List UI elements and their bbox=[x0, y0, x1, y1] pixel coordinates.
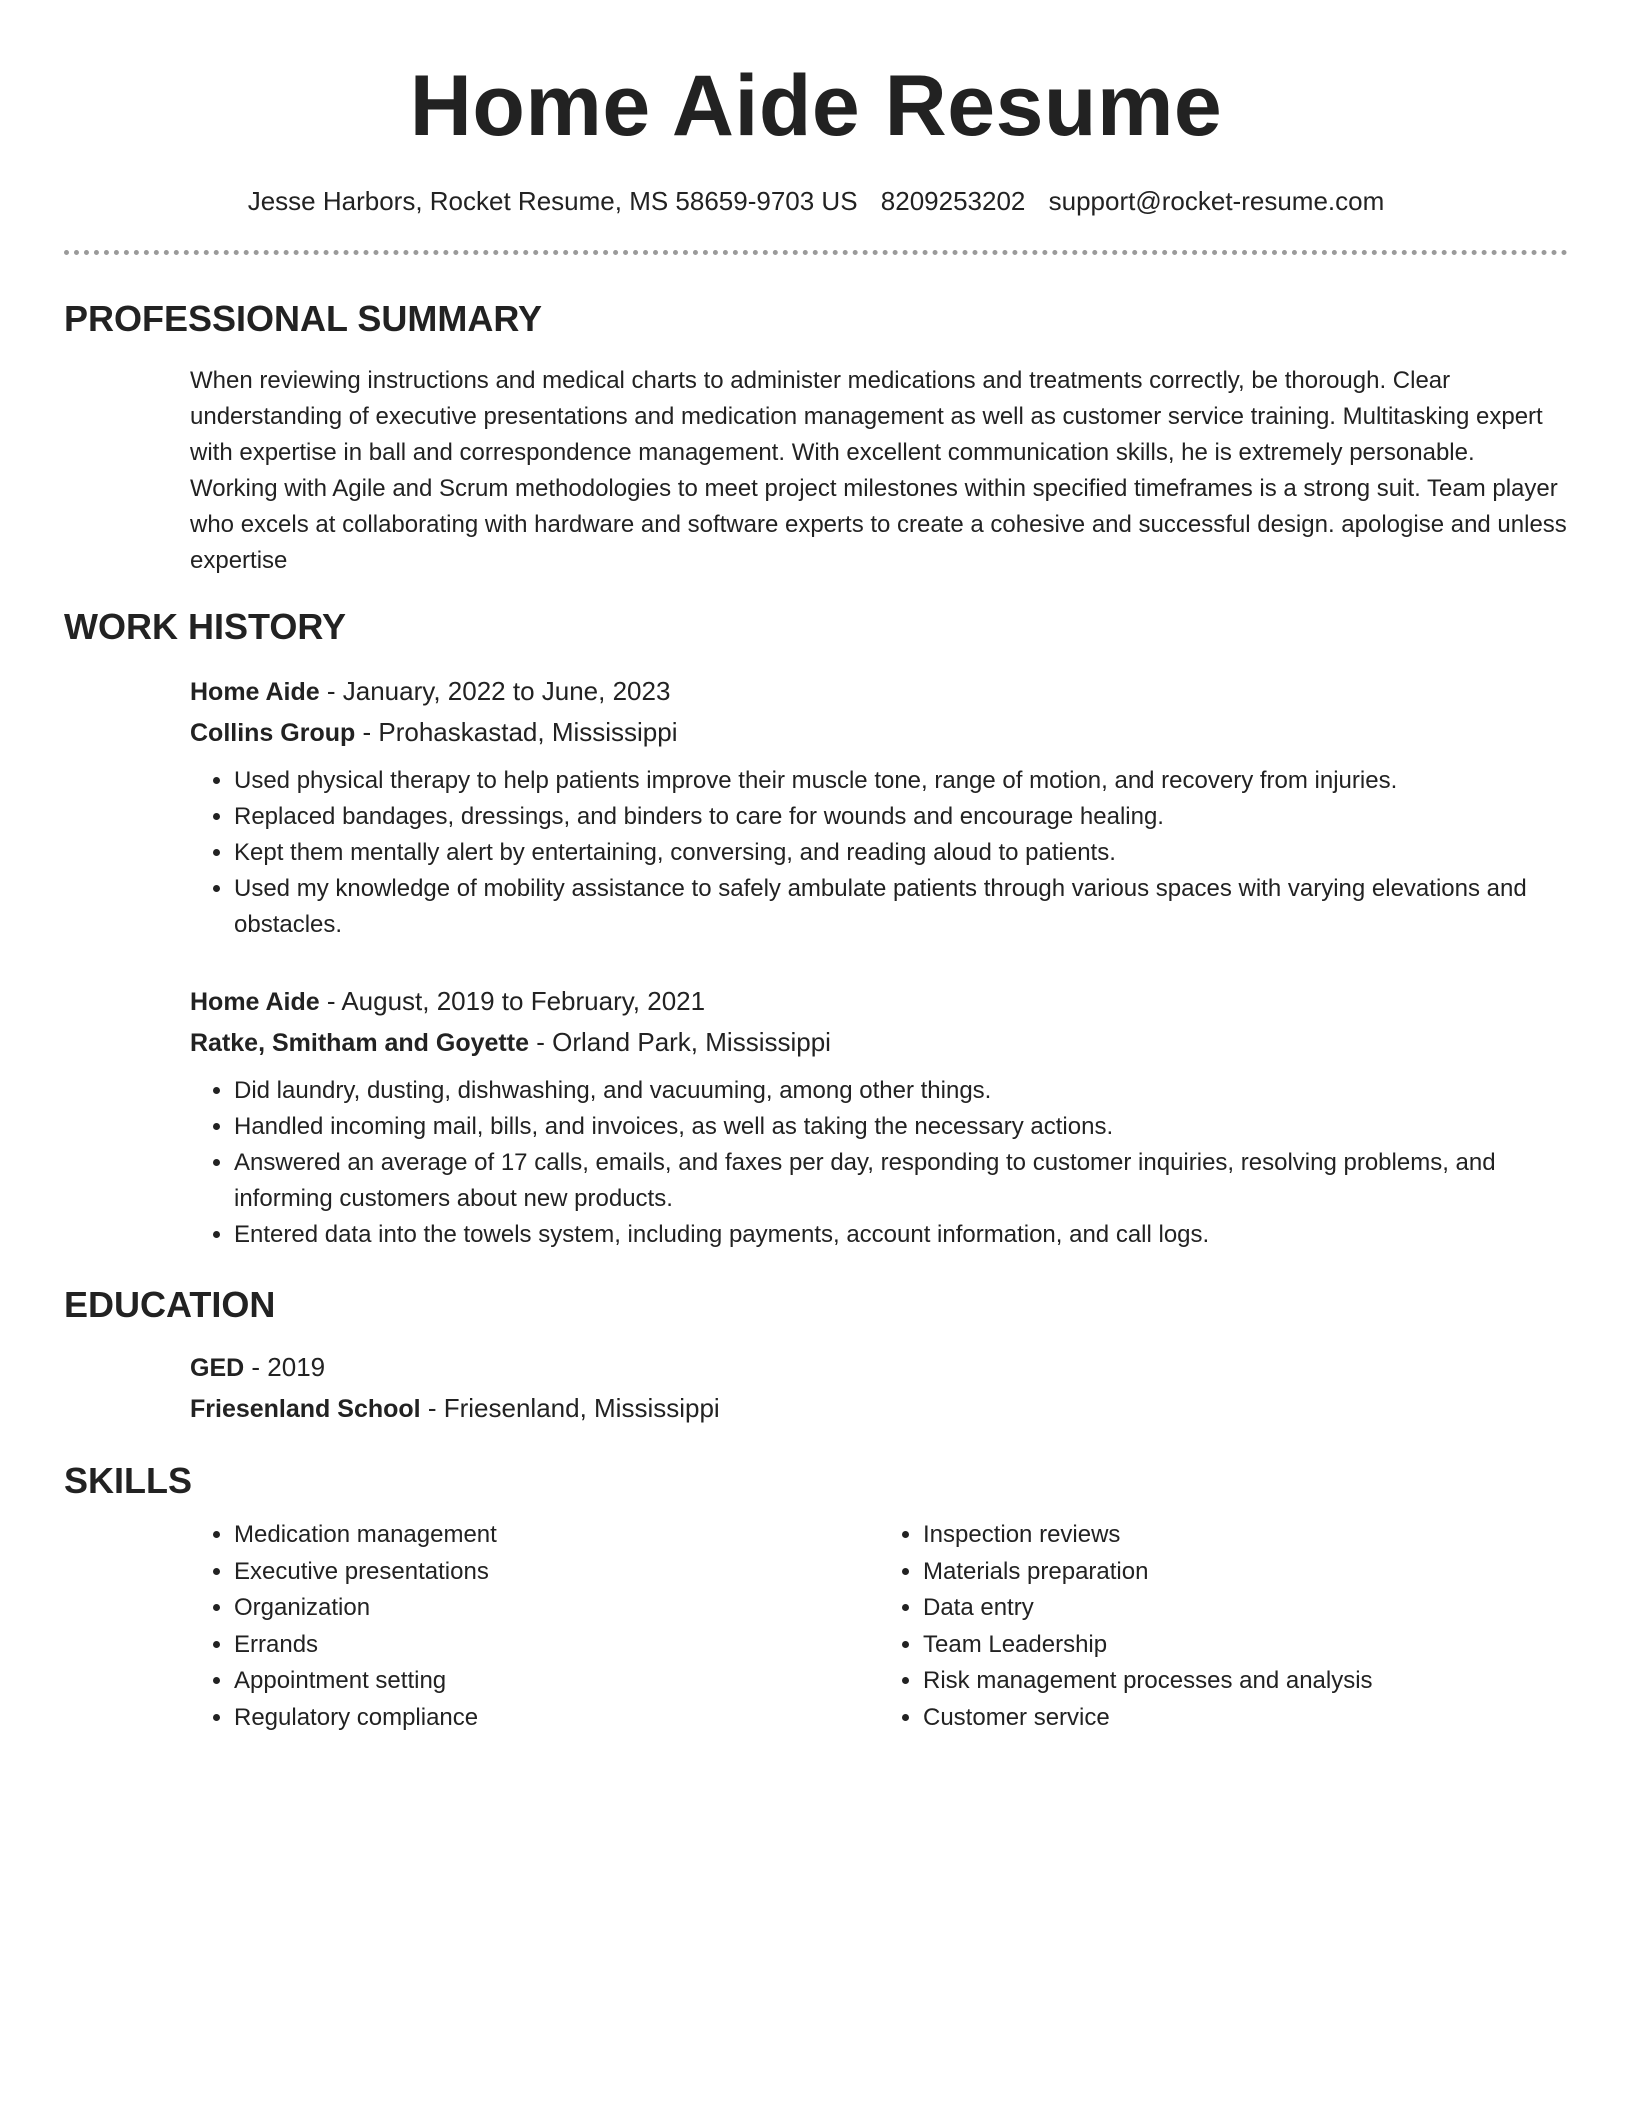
job-duty: • Answered an average of 17 calls, emails, and faxes per day, responding to customer inquiries, resolving problems, and informing customers about new products. bbox=[234, 1145, 1568, 1217]
job-title: Home Aide bbox=[190, 678, 320, 706]
skills-section bbox=[64, 1459, 1568, 1736]
contact-phone: 8209253202 bbox=[880, 186, 1026, 216]
work-history-section bbox=[64, 605, 1568, 1253]
job-title-line bbox=[190, 981, 1568, 1022]
job-company: Ratke, Smitham and Goyette bbox=[190, 1029, 529, 1057]
education-degree-line bbox=[190, 1347, 1568, 1388]
skills-list-right bbox=[879, 1517, 1568, 1736]
job-company-line bbox=[190, 712, 1568, 753]
section-heading-work-history: WORK HISTORY bbox=[64, 606, 347, 647]
job-company-line bbox=[190, 1022, 1568, 1063]
job-duty: • Handled incoming mail, bills, and invoices, as well as taking the necessary actions. bbox=[234, 1109, 1568, 1145]
education-entry bbox=[190, 1347, 1568, 1429]
skill-item: • Inspection reviews bbox=[923, 1517, 1568, 1554]
education-year: - 2019 bbox=[244, 1352, 326, 1382]
education-school-line bbox=[190, 1388, 1568, 1429]
education-location: - Friesenland, Mississippi bbox=[420, 1393, 720, 1423]
job-location: - Prohaskastad, Mississippi bbox=[355, 717, 678, 747]
contact-info bbox=[64, 184, 1568, 218]
job-duty: • Kept them mentally alert by entertaining, conversing, and reading aloud to patients. bbox=[234, 835, 1568, 871]
job-title: Home Aide bbox=[190, 988, 320, 1016]
education-section bbox=[64, 1283, 1568, 1429]
skill-item: • Appointment setting bbox=[234, 1663, 879, 1700]
skill-item: • Data entry bbox=[923, 1590, 1568, 1627]
summary-text: When reviewing instructions and medical charts to administer medications and treatments correctly, be thorough. Clear understanding of executive presentations and medication management as well as customer service training. Multitasking expert with expertise in ball and correspondence management. With excellent communication skills, he is extremely personable. Working with Agile and Scrum methodologies to meet project milestones within specified timeframes is a strong suit. Team player who excels at collaborating with hardware and software experts to create a cohesive and successful design. apologise and unless expertise bbox=[190, 367, 1567, 574]
section-heading-summary: PROFESSIONAL SUMMARY bbox=[64, 298, 543, 339]
job-location: - Orland Park, Mississippi bbox=[528, 1027, 831, 1057]
skill-item: • Regulatory compliance bbox=[234, 1700, 879, 1737]
skill-item: • Risk management processes and analysis bbox=[923, 1663, 1568, 1700]
job-duty: • Entered data into the towels system, including payments, account information, and call logs. bbox=[234, 1217, 1568, 1253]
job-duty: • Used my knowledge of mobility assistance to safely ambulate patients through various spaces with varying elevations and obstacles. bbox=[234, 871, 1568, 943]
skills-grid bbox=[190, 1517, 1568, 1736]
section-heading-skills: SKILLS bbox=[64, 1460, 193, 1501]
job-duty: • Did laundry, dusting, dishwashing, and vacuuming, among other things. bbox=[234, 1073, 1568, 1109]
job-duties-list bbox=[190, 1073, 1568, 1253]
skill-item: • Customer service bbox=[923, 1700, 1568, 1737]
skills-list-left bbox=[190, 1517, 879, 1736]
skill-item: • Executive presentations bbox=[234, 1554, 879, 1591]
job-duty: • Replaced bandages, dressings, and binders to care for wounds and encourage healing. bbox=[234, 799, 1568, 835]
skill-item: • Team Leadership bbox=[923, 1627, 1568, 1664]
contact-email: support@rocket-resume.com bbox=[1048, 186, 1385, 216]
job-dates: - August, 2019 to February, 2021 bbox=[319, 986, 706, 1016]
education-school: Friesenland School bbox=[190, 1395, 421, 1423]
job-duty: • Used physical therapy to help patients improve their muscle tone, range of motion, and recovery from injuries. bbox=[234, 763, 1568, 799]
job-entry bbox=[190, 981, 1568, 1253]
job-dates: - January, 2022 to June, 2023 bbox=[319, 676, 671, 706]
job-company: Collins Group bbox=[190, 719, 356, 747]
resume-title: Home Aide Resume bbox=[409, 58, 1223, 154]
skill-item: • Materials preparation bbox=[923, 1554, 1568, 1591]
skill-item: • Errands bbox=[234, 1627, 879, 1664]
skill-item: • Medication management bbox=[234, 1517, 879, 1554]
section-heading-education: EDUCATION bbox=[64, 1284, 276, 1325]
job-title-line bbox=[190, 671, 1568, 712]
job-duties-list bbox=[190, 763, 1568, 943]
contact-address: Jesse Harbors, Rocket Resume, MS 58659-9703 US bbox=[247, 186, 858, 216]
skill-item: • Organization bbox=[234, 1590, 879, 1627]
job-entry bbox=[190, 671, 1568, 943]
professional-summary-section bbox=[64, 297, 1568, 579]
header-divider bbox=[64, 250, 1568, 255]
education-degree: GED bbox=[190, 1354, 245, 1382]
